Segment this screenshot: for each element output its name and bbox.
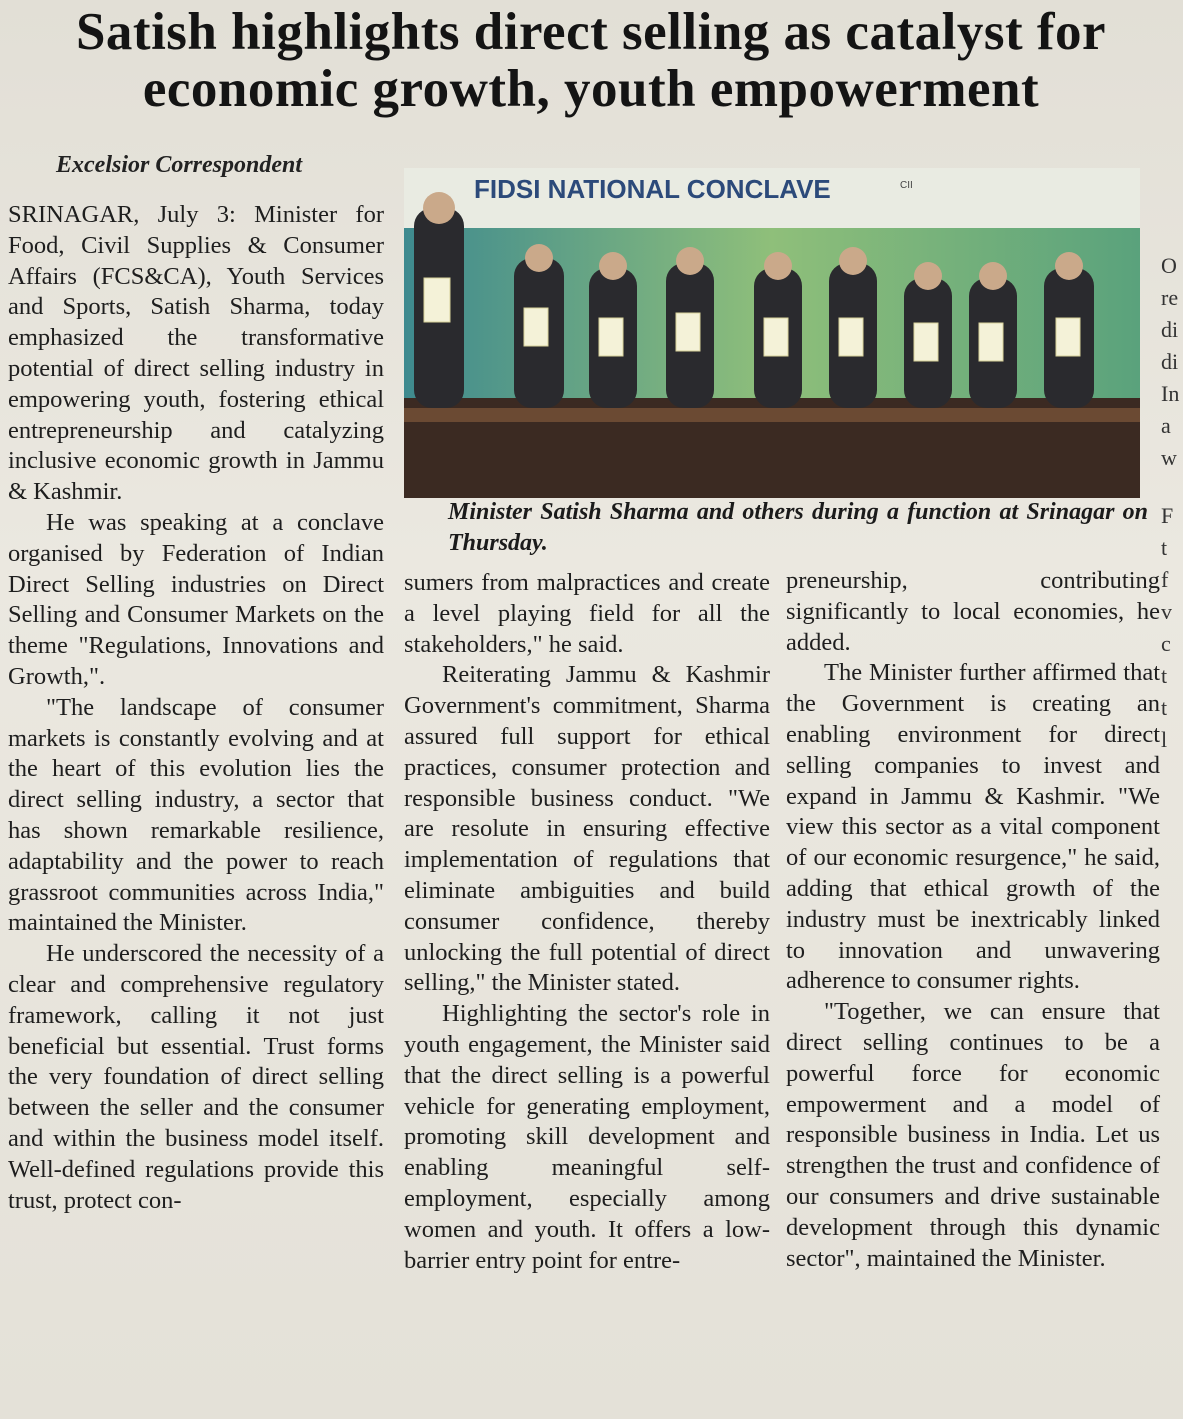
sponsor-logo: CII <box>900 180 913 191</box>
news-photo <box>404 168 1140 498</box>
edge-fragment: re <box>1161 285 1179 310</box>
photo-caption <box>408 497 1148 559</box>
edge-fragment: w <box>1161 445 1177 470</box>
edge-fragment: f <box>1161 567 1169 592</box>
article-paragraph: Highlighting the sector's role in youth engagement, the Minister said that the direct selling is a powerful vehicle for generating employment, promoting skill development and enabling meaningful self-employment, especially among women and youth. It offers a low-barrier entry point for entre- <box>404 1000 770 1274</box>
edge-fragment: c <box>1161 631 1171 656</box>
banner-text: FIDSI NATIONAL CONCLAVE <box>474 174 831 204</box>
article-paragraph: "The landscape of consumer markets is constantly evolving and at the heart of this evolution lies the direct selling industry, a sector that has shown remarkable resilience, adaptability and the power to reach grassroot communities across India," maintained the Minister. <box>8 693 384 937</box>
edge-fragment: a <box>1161 413 1171 438</box>
conclave-stage-illustration <box>404 168 1140 498</box>
headline-line-1: Satish highlights direct selling as catalyst for <box>75 3 1107 61</box>
edge-fragment: di <box>1161 317 1179 342</box>
headline-line-2: economic growth, youth empowerment <box>142 60 1040 118</box>
article-paragraph: preneurship, contributing significantly to local economies, he added. <box>786 567 1160 656</box>
photo-caption-text: Minister Satish Sharma and others during a function at Srinagar on Thursday. <box>448 499 1148 556</box>
edge-fragment: t <box>1161 535 1168 560</box>
article-paragraph: sumers from malpractices and create a level playing field for all the stakeholders," he said. <box>404 569 770 658</box>
article-column-3 <box>786 566 1160 1274</box>
edge-fragment: O <box>1161 253 1177 278</box>
adjacent-article-edge-lower <box>1161 500 1183 756</box>
edge-fragment: In <box>1161 381 1180 406</box>
article-paragraph: He was speaking at a conclave organised by Federation of Indian Direct Selling industries on Direct Selling and Consumer Markets on the theme "Regulations, Innovations and Growth,". <box>8 508 384 690</box>
article-column-1 <box>8 200 384 1216</box>
article-paragraph: Reiterating Jammu & Kashmir Government's commitment, Sharma assured full support for ethical practices, consumer protection and responsible business conduct. "We are resolute in ensuring effective implementation of regulations that eliminate ambiguities and build consumer confidence, thereby unlocking the full potential of direct selling," the Minister stated. <box>404 661 770 997</box>
edge-fragment: t <box>1161 663 1168 688</box>
edge-fragment: F <box>1161 503 1174 528</box>
byline: Excelsior Correspondent <box>56 152 303 178</box>
article-paragraph: SRINAGAR, July 3: Minister for Food, Civil Supplies & Consumer Affairs (FCS&CA), Youth Services and Sports, Satish Sharma, today emphasized the transformative potential of direct selling industry in empowering youth, fostering ethical entrepreneurship and catalyzing inclusive economic growth in Jammu & Kashmir. <box>8 201 384 506</box>
edge-fragment: v <box>1161 599 1172 624</box>
article-paragraph: He underscored the necessity of a clear and comprehensive regulatory framework, calling it not just beneficial but essential. Trust forms the very foundation of direct selling between the seller and the consumer and within the business model itself. Well-defined regulations provide this trust, protect con- <box>8 940 384 1214</box>
article-paragraph: "Together, we can ensure that direct selling continues to be a powerful force for economic empowerment and a model of responsible business in India. Let us strengthen the trust and confidence of our consumers and drive sustainable development through this dynamic sector", maintained the Minister. <box>786 998 1160 1272</box>
edge-fragment: t <box>1161 695 1168 720</box>
article-paragraph: The Minister further affirmed that the Government is creating an enabling environment for direct selling companies to invest and expand in Jammu & Kashmir. "We view this sector as a vital component of our economic resurgence," he said, adding that ethical growth of the industry must be inextricably linked to innovation and unwavering adherence to consumer rights. <box>786 659 1160 995</box>
article-column-2 <box>404 568 770 1276</box>
headline <box>6 4 1176 118</box>
edge-fragment: l <box>1161 727 1168 752</box>
adjacent-article-edge <box>1161 250 1183 474</box>
edge-fragment: di <box>1161 349 1179 374</box>
